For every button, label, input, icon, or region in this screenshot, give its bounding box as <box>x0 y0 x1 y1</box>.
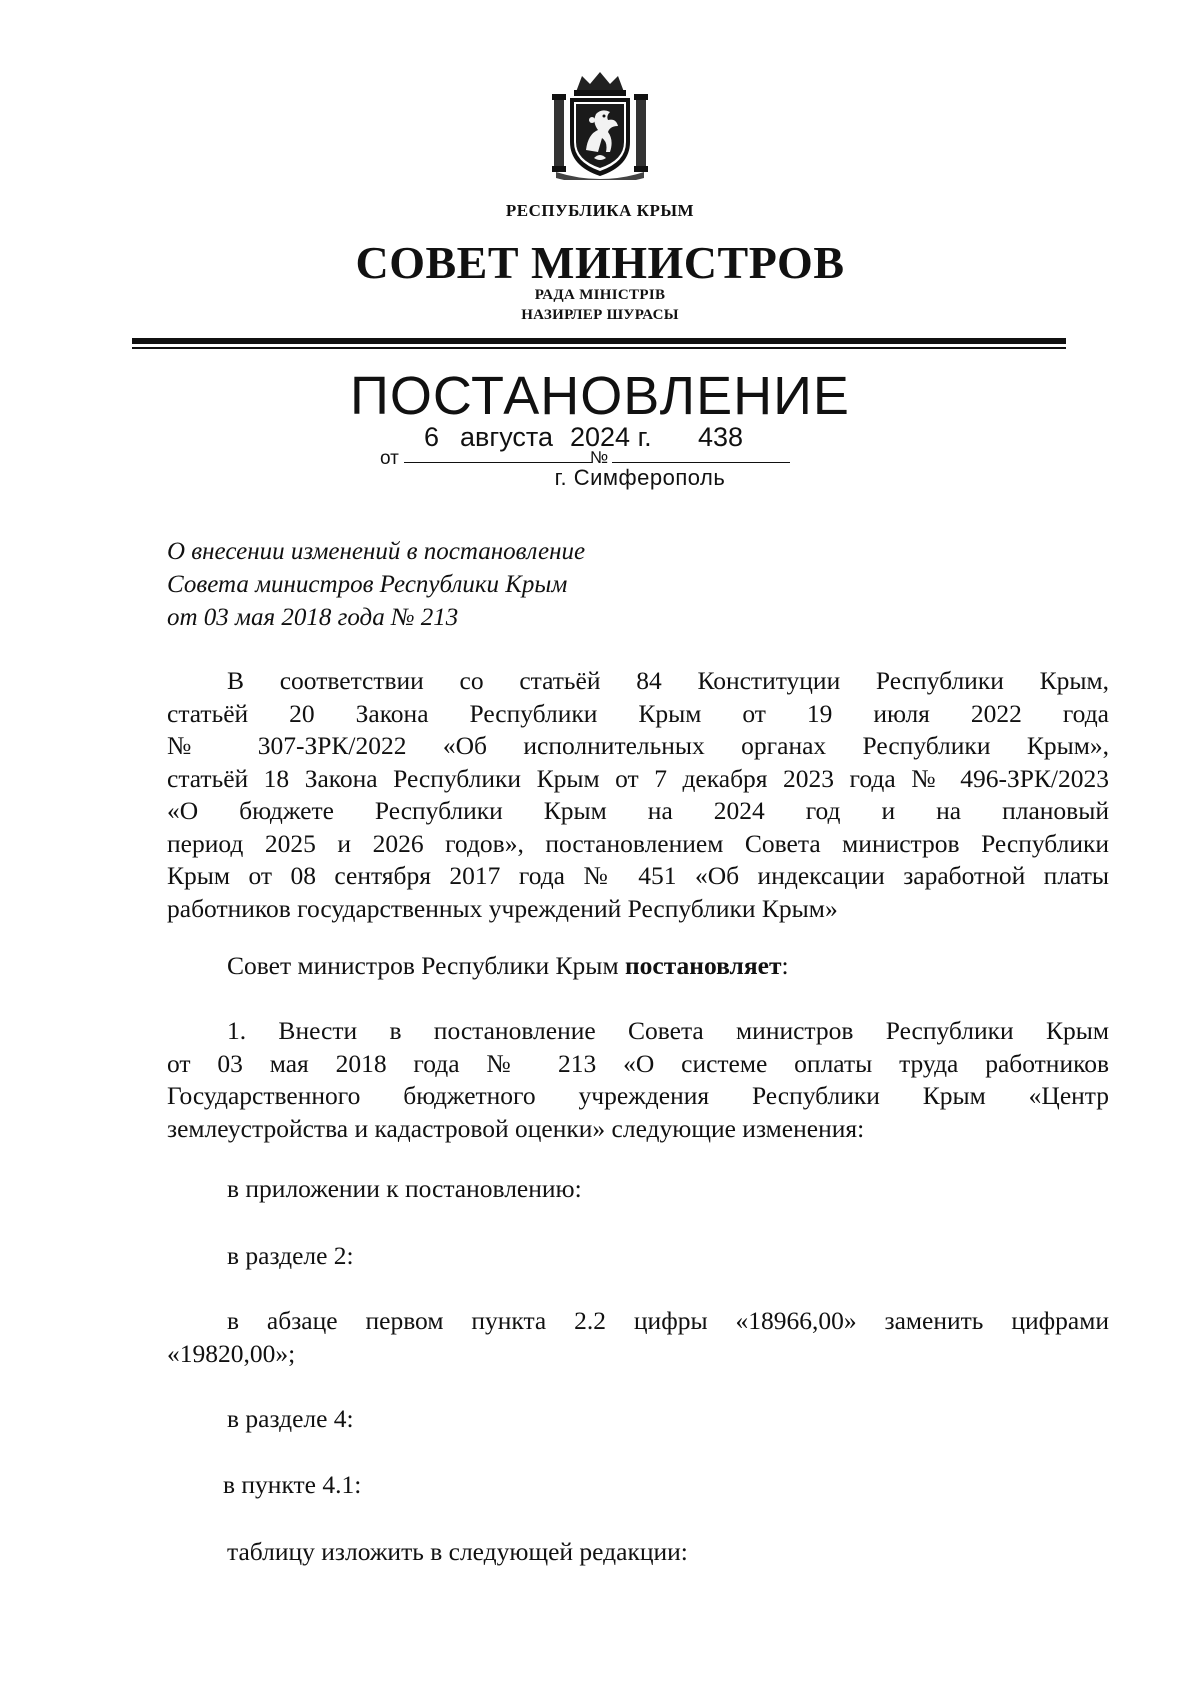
council-title: СОВЕТ МИНИСТРОВ <box>355 237 845 288</box>
item-1-paragraph <box>167 1015 1109 1145</box>
subject-line: от 03 мая 2018 года № 213 <box>167 604 459 631</box>
crimean-tatar-subtitle: НАЗИРЛЕР ШУРАСЫ <box>521 307 679 323</box>
point-2-2-paragraph <box>167 1305 1109 1370</box>
city-name: г. Симферополь <box>554 465 726 490</box>
date-underline <box>404 462 592 463</box>
preamble-line: период 2025 и 2026 годов», постановлением Совета министров Республики <box>167 828 1109 858</box>
preamble-line: статьёй 18 Закона Республики Крым от 7 декабря 2023 года № 496-ЗРК/2023 <box>167 763 1109 793</box>
preamble-line: работников государственных учреждений Республики Крым» <box>167 893 838 923</box>
number-underline <box>612 462 790 463</box>
item-1-line: Государственного бюджетного учреждения Республики Крым «Центр <box>167 1081 1109 1110</box>
document-type-title: ПОСТАНОВЛЕНИЕ <box>350 366 850 426</box>
resolution-clause <box>167 950 1169 983</box>
section-2-line: в разделе 2: <box>227 1241 354 1270</box>
date-year: 2024 г. <box>570 422 652 452</box>
resolution-suffix: : <box>781 951 789 980</box>
subject-line: Совета министров Республики Крым <box>167 571 568 598</box>
preamble-line: № 307-ЗРК/2022 «Об исполнительных органах Республики Крым», <box>167 731 1109 760</box>
date-day: 6 <box>424 422 440 452</box>
annex-line: в приложении к постановлению: <box>227 1174 582 1203</box>
subject-line: О внесении изменений в постановление <box>167 538 586 565</box>
crimea-coat-of-arms-icon <box>548 68 652 180</box>
ukrainian-subtitle: РАДА МІНІСТРІВ <box>534 287 666 303</box>
preamble-paragraph <box>167 665 1109 925</box>
document-number: 438 <box>698 422 744 452</box>
point-2-2-line: в абзаце первом пункта 2.2 цифры «18966,00» заменить цифрами <box>227 1306 1109 1335</box>
resolution-verb: постановляет <box>624 951 782 980</box>
item-1-line: 1. Внести в постановление Совета министров Республики Крым <box>227 1016 1109 1045</box>
point-4-1-line: в пункте 4.1: <box>223 1470 362 1499</box>
document-subject <box>167 535 585 634</box>
preamble-line: В соответствии со статьёй 84 Конституции Республики Крым, <box>227 666 1109 695</box>
date-month: августа <box>460 422 553 452</box>
header-divider-thick <box>132 338 1066 344</box>
date-number-line <box>380 418 820 468</box>
preamble-line: статьёй 20 Закона Республики Крым от 19 июля 2022 года <box>167 698 1109 728</box>
item-1-line: землеустройства и кадастровой оценки» следующие изменения: <box>167 1113 865 1143</box>
date-prefix: от <box>380 448 399 469</box>
preamble-line: Крым от 08 сентября 2017 года № 451 «Об индексации заработной платы <box>167 861 1109 890</box>
number-sign: № <box>590 448 609 467</box>
resolution-prefix: Совет министров Республики Крым <box>227 951 625 980</box>
table-instruction-line: таблицу изложить в следующей редакции: <box>227 1537 688 1566</box>
item-1-line: от 03 мая 2018 года № 213 «О системе оплаты труда работников <box>167 1048 1109 1078</box>
header-divider-thin <box>132 347 1066 349</box>
republic-heading: РЕСПУБЛИКА КРЫМ <box>505 201 695 220</box>
section-4-line: в разделе 4: <box>227 1404 354 1433</box>
point-2-2-line: «19820,00»; <box>167 1338 296 1368</box>
preamble-line: «О бюджете Республики Крым на 2024 год и на плановый <box>167 796 1109 825</box>
